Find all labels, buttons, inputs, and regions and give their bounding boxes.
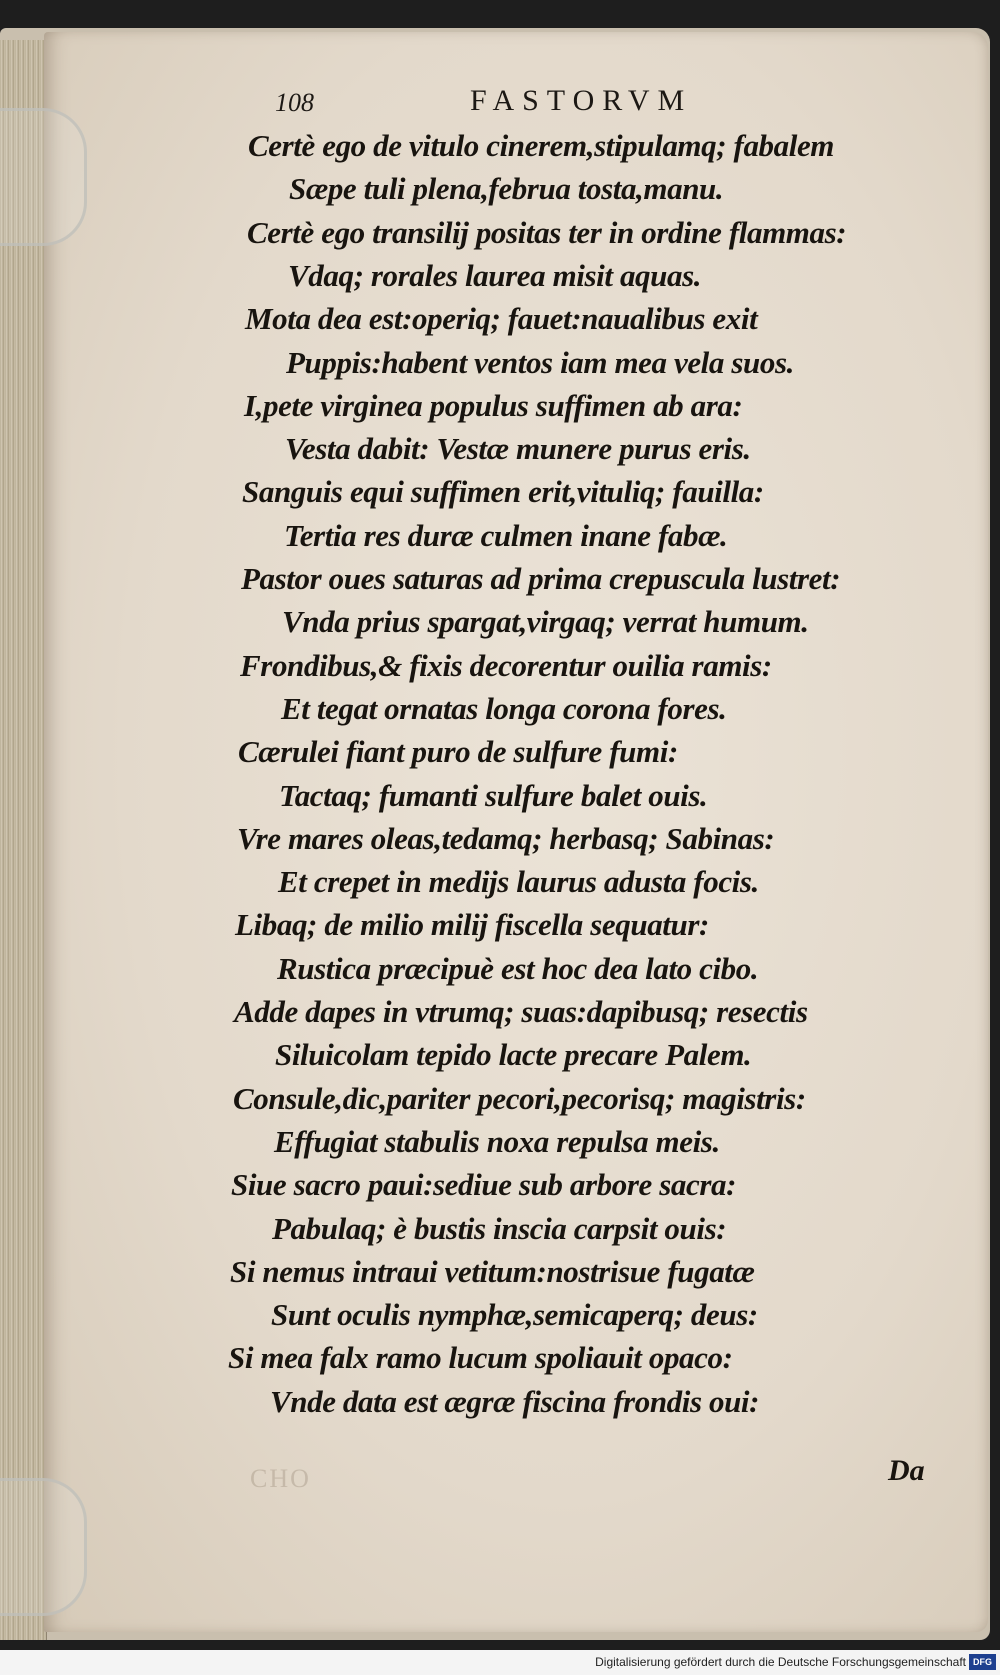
verse-line: Adde dapes in vtrumq; suas:dapibusq; resectis bbox=[234, 994, 808, 1029]
verse-line: Siue sacro paui:sediue sub arbore sacra: bbox=[231, 1167, 737, 1202]
verse-line: Tertia res duræ culmen inane fabæ. bbox=[284, 518, 728, 553]
verse-line: Pastor oues saturas ad prima crepuscula lustret: bbox=[241, 561, 841, 596]
verse-line: Sæpe tuli plena,februa tosta,manu. bbox=[289, 171, 724, 206]
verse-line: I,pete virginea populus suffimen ab ara: bbox=[244, 388, 743, 423]
verse-line: Pabulaq; è bustis inscia carpsit ouis: bbox=[272, 1211, 727, 1246]
page-clip-top bbox=[0, 108, 87, 246]
page-number: 108 bbox=[275, 88, 314, 117]
verse-line: Mota dea est:operiq; fauet:naualibus exit bbox=[245, 301, 758, 336]
verse-line: Siluicolam tepido lacte precare Palem. bbox=[275, 1037, 752, 1072]
catchword: Da bbox=[888, 1454, 925, 1487]
verse-line: Cærulei fiant puro de sulfure fumi: bbox=[238, 734, 678, 769]
verse-line: Vnda prius spargat,virgaq; verrat humum. bbox=[282, 604, 809, 639]
verse-line: Frondibus,& fixis decorentur ouilia ramis: bbox=[240, 648, 772, 683]
verse-line: Si nemus intraui vetitum:nostrisue fugatæ bbox=[230, 1254, 755, 1289]
verse-line: Libaq; de milio milij fiscella sequatur: bbox=[235, 907, 709, 942]
verse-line: Rustica præcipuè est hoc dea lato cibo. bbox=[277, 951, 759, 986]
verse-line: Sanguis equi suffimen erit,vituliq; fauilla: bbox=[242, 474, 764, 509]
verse-line: Si mea falx ramo lucum spoliauit opaco: bbox=[228, 1340, 733, 1375]
running-title: FASTORVM bbox=[470, 84, 693, 117]
verse-line: Certè ego de vitulo cinerem,stipulamq; fabalem bbox=[248, 128, 835, 163]
digitization-credit: Digitalisierung gefördert durch die Deutsche Forschungsgemeinschaft bbox=[595, 1655, 966, 1669]
verse-line: Tactaq; fumanti sulfure balet ouis. bbox=[279, 778, 708, 813]
verse-line: Consule,dic,pariter pecori,pecorisq; magistris: bbox=[233, 1081, 806, 1116]
verse-line: Vdaq; rorales laurea misit aquas. bbox=[288, 258, 702, 293]
footer-bar bbox=[0, 1650, 1000, 1675]
dfg-logo: DFG bbox=[969, 1654, 996, 1670]
verse-line: Sunt oculis nymphæ,semicaperq; deus: bbox=[271, 1297, 758, 1332]
page-header bbox=[275, 84, 775, 124]
page-clip-bottom bbox=[0, 1478, 87, 1616]
page-edges bbox=[0, 40, 47, 1640]
verse-line: Effugiat stabulis noxa repulsa meis. bbox=[274, 1124, 720, 1159]
verse-line: Certè ego transilij positas ter in ordine flammas: bbox=[247, 215, 847, 250]
verse-line: Vre mares oleas,tedamq; herbasq; Sabinas: bbox=[237, 821, 775, 856]
verse-line: Vesta dabit: Vestæ munere purus eris. bbox=[285, 431, 751, 466]
verse-line: Puppis:habent ventos iam mea vela suos. bbox=[286, 345, 794, 380]
verse-line: Vnde data est ægræ fiscina frondis oui: bbox=[270, 1384, 760, 1419]
verse-line: Et tegat ornatas longa corona fores. bbox=[281, 691, 727, 726]
show-through-mark: CHO bbox=[250, 1464, 311, 1493]
verse-line: Et crepet in medijs laurus adusta focis. bbox=[278, 864, 759, 899]
